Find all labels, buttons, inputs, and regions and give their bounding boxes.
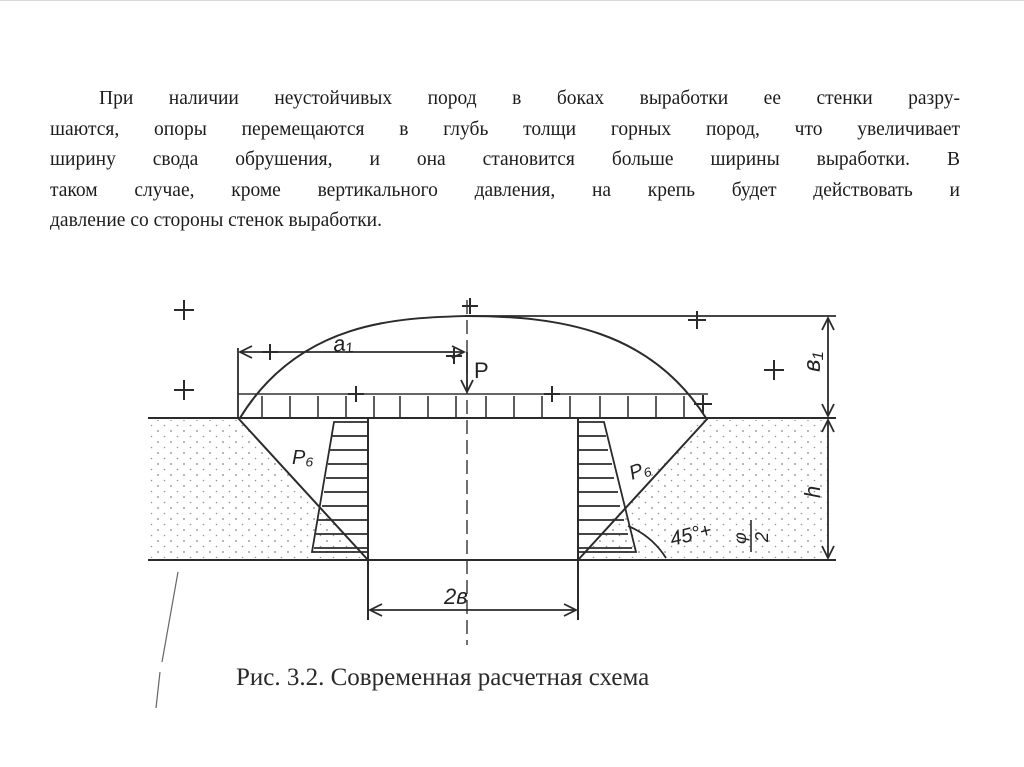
label-p: P	[474, 358, 489, 383]
caving-arch	[240, 316, 706, 418]
label-phi-den: 2	[752, 531, 772, 542]
label-phi-num: φ	[730, 532, 750, 544]
paragraph-line-2: шаются, опоры перемещаются в глубь толщи горных пород, что увеличивает	[50, 118, 960, 140]
label-b1: в₁	[799, 351, 826, 372]
label-width-2b: 2в	[444, 584, 468, 609]
label-p-right: P₆	[626, 456, 654, 485]
label-angle: 45°+	[667, 519, 714, 551]
figure-caption: Рис. 3.2. Современная расчетная схема	[236, 664, 650, 691]
excavation-outline	[368, 418, 578, 620]
label-a1: a₁	[331, 329, 354, 357]
vertical-load-band	[238, 394, 708, 418]
paragraph-line-3: ширину свода обрушения, и она становится больше ширины выработки. В	[50, 149, 960, 170]
2b-dimension	[370, 604, 576, 616]
label-h: h	[800, 485, 825, 498]
label-p-left: P₆	[292, 447, 314, 469]
a1-dimension	[238, 346, 464, 418]
load-p-arrow	[461, 352, 473, 392]
paragraph-line-5: давление со стороны стенок выработки.	[50, 210, 382, 231]
scan-artifacts	[156, 572, 178, 708]
paragraph-line-4: таком случае, кроме вертикального давления, на крепь будет действовать и	[50, 179, 960, 201]
b1-dimension	[470, 316, 836, 416]
paragraph-line-1: При наличии неустойчивых пород в боках выработки ее стенки разру-	[99, 88, 960, 109]
